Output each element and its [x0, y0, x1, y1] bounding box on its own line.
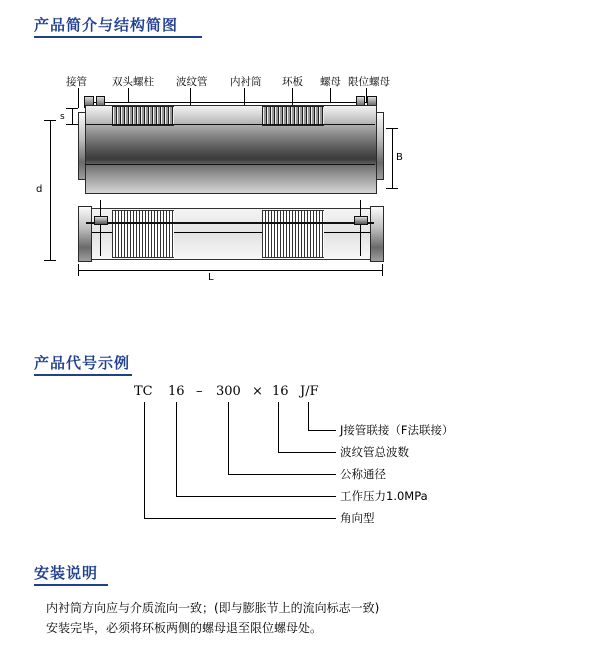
- callout-label-stud: 双头螺柱: [112, 76, 154, 88]
- dim-label-B: B: [396, 152, 403, 163]
- callout-label-liner: 内衬筒: [230, 76, 262, 88]
- bellows-right-top: [262, 106, 324, 126]
- flange-left-lower: [78, 206, 92, 262]
- nut-left-lower: [94, 216, 108, 225]
- code-desc-type: 角向型: [340, 511, 375, 525]
- install-note-line-1: 内衬筒方向应与介质流向一致；(即与膨胀节上的流向标志一致): [46, 601, 380, 615]
- code-desc-pressure: 工作压力1.0MPa: [340, 489, 428, 503]
- dim-tick-s-bottom: [66, 124, 78, 125]
- body-center-line: [85, 164, 375, 165]
- bellows-right-bottom: [262, 210, 324, 258]
- dim-tick-B-top: [386, 128, 398, 129]
- dim-tick-s-top: [66, 108, 78, 109]
- dim-tick-B-bottom: [386, 188, 398, 189]
- code-token-times: ×: [252, 384, 263, 399]
- code-leader-v-waves: [278, 402, 279, 452]
- dim-line-s: [72, 108, 73, 124]
- code-leader-v-pressure: [176, 402, 177, 496]
- joint-body-lower: [85, 165, 377, 194]
- dim-tick-L-left: [78, 264, 79, 276]
- section-title-structure: 产品简介与结构简图: [34, 16, 179, 34]
- code-desc-dn: 公称通径: [340, 467, 386, 481]
- code-desc-waves: 波纹管总波数: [340, 445, 409, 459]
- dim-label-L: L: [208, 272, 214, 283]
- dim-line-L: [78, 270, 382, 271]
- callout-label-connector: 接管: [66, 76, 87, 88]
- code-token-pressure: 16: [168, 384, 185, 399]
- code-token-dash: –: [196, 384, 203, 399]
- code-leader-h-connection: [308, 430, 336, 431]
- install-note-line-2: 安装完毕，必须将环板两侧的螺母退至限位螺母处。: [46, 621, 323, 635]
- leader-connector: [78, 88, 79, 108]
- callout-label-ring-plate: 环板: [282, 76, 303, 88]
- tie-rod-top-line: [86, 102, 374, 103]
- leader-stud: [128, 88, 129, 102]
- dim-line-B: [392, 128, 393, 188]
- code-leader-v-type: [144, 402, 145, 518]
- flange-right-lower: [370, 206, 384, 262]
- dim-tick-L-right: [382, 264, 383, 276]
- dim-tick-d-top: [44, 120, 56, 121]
- section-title-underline-3: [34, 584, 108, 586]
- code-leader-h-dn: [228, 474, 336, 475]
- code-token-dn: 300: [216, 384, 241, 399]
- stud-right-lower: [360, 200, 361, 256]
- code-leader-v-connection: [308, 402, 309, 430]
- dim-tick-d-bottom: [44, 260, 56, 261]
- callout-label-nut: 螺母: [320, 76, 341, 88]
- code-desc-connection: J接管联接（F法联接）: [340, 423, 454, 437]
- code-leader-h-waves: [278, 452, 336, 453]
- bellows-left-top: [112, 106, 174, 126]
- product-code-diagram: [0, 370, 600, 540]
- tie-rod-lower: [86, 222, 374, 224]
- code-token-connection: J/F: [300, 384, 319, 399]
- callout-label-limit-nut: 限位螺母: [348, 76, 390, 88]
- stud-left-lower: [100, 200, 101, 256]
- code-leader-v-dn: [228, 402, 229, 474]
- code-leader-h-type: [144, 518, 336, 519]
- bellows-left-bottom: [112, 210, 174, 258]
- body-edge-line: [85, 124, 375, 125]
- leader-nut: [330, 88, 331, 102]
- code-token-waves: 16: [272, 384, 289, 399]
- code-leader-h-pressure: [176, 496, 336, 497]
- section-title-code: 产品代号示例: [34, 354, 131, 372]
- section-title-install: 安装说明: [34, 564, 99, 582]
- dim-line-d: [50, 120, 51, 260]
- section-title-underline-1: [34, 36, 202, 38]
- dim-label-d: d: [36, 184, 43, 195]
- dim-label-s: s: [60, 112, 65, 122]
- code-token-series: TC: [134, 384, 153, 399]
- nut-right-lower: [354, 216, 368, 225]
- structure-diagram: [0, 60, 600, 290]
- callout-label-bellows: 波纹管: [176, 76, 208, 88]
